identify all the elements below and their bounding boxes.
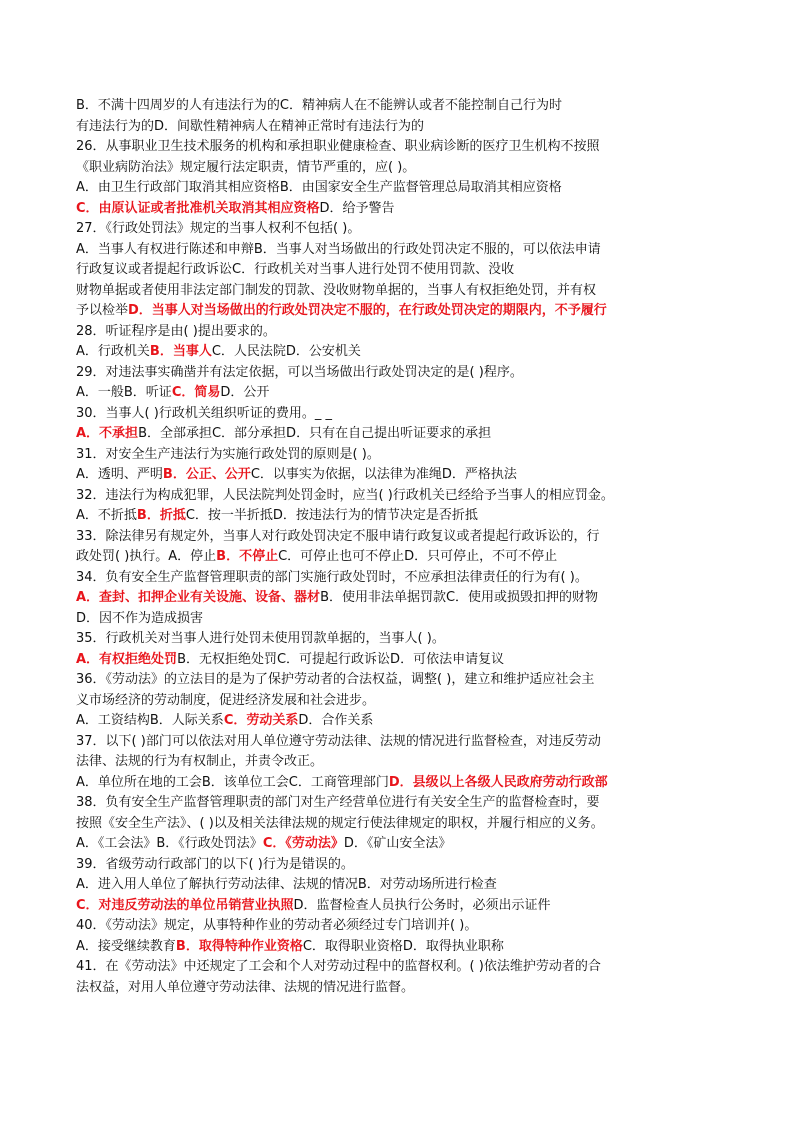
text-line — [76, 465, 726, 486]
text-line — [76, 650, 726, 671]
document-page — [76, 96, 726, 998]
text-line — [76, 629, 726, 650]
line-text: D．给予警告 — [319, 200, 395, 216]
answer-highlight: B．折抵 — [136, 508, 186, 523]
text-line — [76, 363, 726, 384]
line-text: A．不折抵 — [76, 508, 137, 523]
line-text: 39．省级劳动行政部门的以下( )行为是错误的。 — [76, 856, 354, 872]
answer-highlight: B．公正、公开 — [162, 467, 251, 482]
text-line — [76, 834, 726, 855]
text-line — [76, 322, 726, 343]
text-line — [76, 588, 726, 609]
line-text: 政处罚( )执行。A．停止 — [76, 549, 217, 564]
text-line — [76, 117, 726, 138]
text-line — [76, 486, 726, 507]
line-text: 财物单据或者使用非法定部门制发的罚款、没收财物单据的，当事人有权拒绝处罚，并有权 — [76, 282, 597, 298]
text-line — [76, 875, 726, 896]
line-text: 41．在《劳动法》中还规定了工会和个人对劳动过程中的监督权利。( )依法维护劳动者的合 — [76, 959, 601, 974]
line-text: 34．负有安全生产监督管理职责的部门实施行政处罚时，不应承担法律责任的行为有( )。 — [76, 569, 588, 585]
line-text: D．合作关系 — [298, 713, 374, 728]
line-text: C．人民法院D．公安机关 — [211, 344, 361, 359]
line-text: 法律、法规的行为有权制止，并责令改正。 — [76, 754, 324, 769]
line-text: 28．听证程序是由( )提出要求的。 — [76, 323, 276, 339]
line-text: A．《工会法》B．《行政处罚法》 — [76, 836, 263, 851]
line-text: B．全部承担C．部分承担D．只有在自己提出听证要求的承担 — [138, 426, 492, 441]
text-line — [76, 773, 726, 794]
line-text: 法权益，对用人单位遵守劳动法律、法规的情况进行监督。 — [76, 979, 415, 995]
line-text: D．监督检查人员执行公务时，必须出示证件 — [293, 897, 551, 913]
text-line — [76, 383, 726, 404]
text-line — [76, 219, 726, 240]
text-line — [76, 281, 726, 302]
line-text: A．工资结构B．人际关系 — [76, 713, 224, 728]
line-text: 26．从事职业卫生技术服务的机构和承担职业健康检查、职业病诊断的医疗卫生机构不按照 — [76, 139, 600, 154]
text-line — [76, 752, 726, 773]
line-text: A．当事人有权进行陈述和申辩B．当事人对当场做出的行政处罚决定不服的，可以依法申请 — [76, 241, 601, 257]
line-text: 31．对安全生产违法行为实施行政处罚的原则是( )。 — [76, 446, 380, 462]
text-line — [76, 937, 726, 958]
line-text: D．《矿山安全法》 — [343, 836, 452, 851]
line-text: C．以事实为依据，以法律为准绳D．严格执法 — [250, 467, 517, 482]
line-text: 37．以下( )部门可以依法对用人单位遵守劳动法律、法规的情况进行监督检查，对违反劳动 — [76, 733, 601, 749]
line-text: A．接受继续教育 — [76, 938, 176, 954]
line-text: A．一般B．听证 — [76, 385, 172, 400]
line-text: 按照《安全生产法》、( )以及相关法律法规的规定行使法律规定的职权，并履行相应的义务。 — [76, 815, 604, 831]
line-text: 予以检举 — [76, 303, 129, 318]
text-line — [76, 260, 726, 281]
text-line — [76, 506, 726, 527]
line-text: D．公开 — [220, 385, 270, 400]
text-line — [76, 691, 726, 712]
line-text: 有违法行为的D．间歇性精神病人在精神正常时有违法行为的 — [76, 118, 425, 134]
text-line — [76, 670, 726, 691]
line-text: 29．对违法事实确凿并有法定依据，可以当场做出行政处罚决定的是( )程序。 — [76, 364, 523, 380]
line-text: C．可停止也可不停止D．只可停止，不可不停止 — [278, 549, 558, 564]
line-text: C．取得职业资格D．取得执业职称 — [302, 938, 504, 954]
text-line — [76, 547, 726, 568]
text-line — [76, 137, 726, 158]
answer-highlight: B．当事人 — [149, 344, 212, 359]
text-line — [76, 814, 726, 835]
answer-highlight: B．取得特种作业资格 — [175, 938, 303, 954]
text-line — [76, 445, 726, 466]
answer-highlight: A．不承担 — [76, 426, 139, 441]
text-line — [76, 855, 726, 876]
text-line — [76, 527, 726, 548]
answer-highlight: D．县级以上各级人民政府劳动行政部 — [388, 774, 608, 790]
text-line — [76, 609, 726, 630]
line-text: A．单位所在地的工会B．该单位工会C．工商管理部门 — [76, 774, 389, 790]
line-text: 义市场经济的劳动制度，促进经济发展和社会进步。 — [76, 692, 376, 708]
line-text: B．不满十四周岁的人有违法行为的C．精神病人在不能辨认或者不能控制自己行为时 — [76, 98, 562, 113]
answer-highlight: A．查封、扣押企业有关设施、设备、器材 — [76, 590, 321, 605]
answer-highlight: D．当事人对当场做出的行政处罚决定不服的，在行政处罚决定的期限内，不予履行 — [128, 303, 607, 318]
answer-highlight: A．有权拒绝处罚 — [76, 651, 178, 667]
line-text: B．使用非法单据罚款C．使用或损毁扣押的财物 — [320, 590, 599, 605]
text-line — [76, 793, 726, 814]
text-line — [76, 896, 726, 917]
answer-highlight: C．由原认证或者批准机关取消其相应资格 — [76, 200, 320, 216]
text-line — [76, 199, 726, 220]
line-text: 36．《劳动法》的立法目的是为了保护劳动者的合法权益，调整( )，建立和维护适应社会主 — [76, 672, 595, 687]
line-text: 38．负有安全生产监督管理职责的部门对生产经营单位进行有关安全生产的监督检查时，要 — [76, 795, 600, 810]
line-text: 33．除法律另有规定外，当事人对行政处罚决定不服申请行政复议或者提起行政诉讼的，行 — [76, 528, 600, 544]
line-text: B．无权拒绝处罚C．可提起行政诉讼D．可依法申请复议 — [177, 651, 505, 667]
text-line — [76, 978, 726, 999]
line-text: 40．《劳动法》规定，从事特种作业的劳动者必须经过专门培训并( )。 — [76, 918, 478, 933]
text-line — [76, 957, 726, 978]
answer-highlight: C．简易 — [171, 385, 221, 400]
text-line — [76, 711, 726, 732]
line-text: 35．行政机关对当事人进行处罚未使用罚款单据的，当事人( )。 — [76, 631, 445, 646]
answer-highlight: C．劳动关系 — [223, 713, 299, 728]
line-text: D．因不作为造成损害 — [76, 610, 204, 626]
text-line — [76, 404, 726, 425]
answer-highlight: B．不停止 — [216, 549, 279, 564]
text-line — [76, 732, 726, 753]
line-text: 《职业病防治法》规定履行法定职责，情节严重的，应( )。 — [76, 159, 416, 175]
text-line — [76, 96, 726, 117]
line-text: A．进入用人单位了解执行劳动法律、法规的情况B．对劳动场所进行检查 — [76, 877, 497, 892]
line-text: 32．违法行为构成犯罪，人民法院判处罚金时，应当( )行政机关已经给予当事人的相应罚金。 — [76, 487, 614, 503]
text-line — [76, 568, 726, 589]
line-text: A．透明、严明 — [76, 467, 163, 482]
text-line — [76, 424, 726, 445]
line-text: A．由卫生行政部门取消其相应资格B．由国家安全生产监督管理总局取消其相应资格 — [76, 180, 562, 195]
line-text: A．行政机关 — [76, 344, 150, 359]
line-text: 27．《行政处罚法》规定的当事人权利不包括( )。 — [76, 221, 361, 236]
text-line — [76, 240, 726, 261]
text-line — [76, 342, 726, 363]
line-text: 行政复议或者提起行政诉讼C．行政机关对当事人进行处罚不使用罚款、没收 — [76, 262, 515, 277]
line-text: C．按一半折抵D．按违法行为的情节决定是否折抵 — [185, 508, 478, 523]
text-line — [76, 301, 726, 322]
answer-highlight: C．《劳动法》 — [262, 836, 344, 851]
line-text: 30．当事人( )行政机关组织听证的费用。_ _ — [76, 405, 332, 421]
answer-highlight: C．对违反劳动法的单位吊销营业执照 — [76, 897, 294, 913]
text-line — [76, 158, 726, 179]
text-line — [76, 178, 726, 199]
text-line — [76, 916, 726, 937]
